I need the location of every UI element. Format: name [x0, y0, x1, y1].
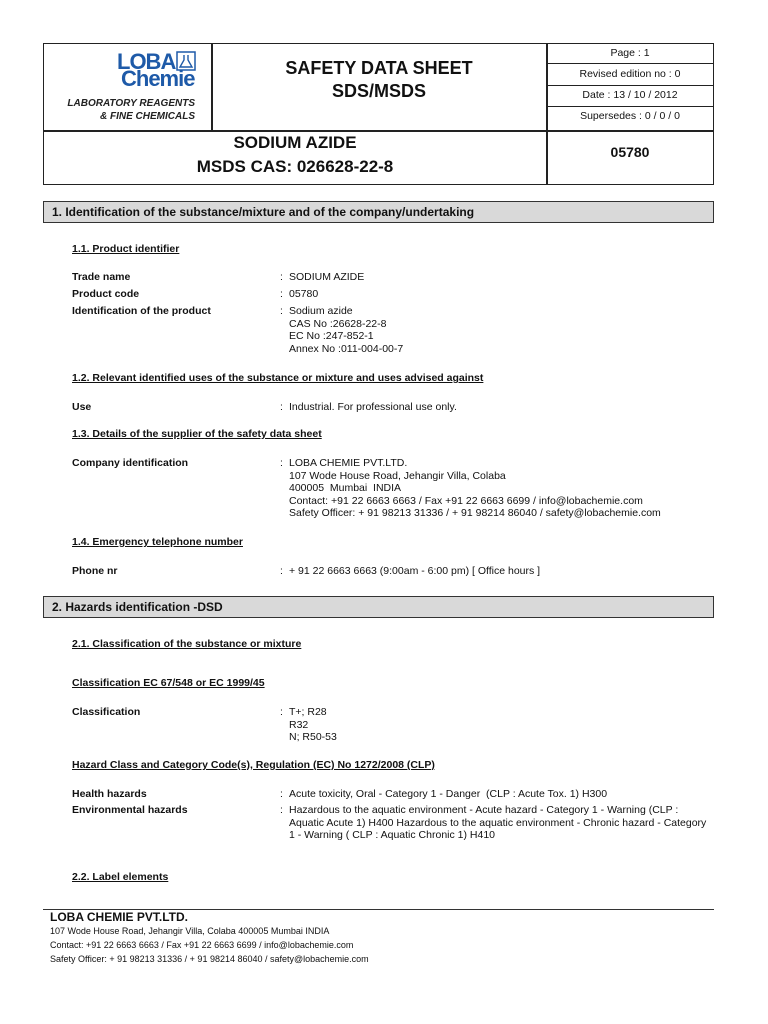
- footer-safety-officer: Safety Officer: + 91 98213 31336 / + 91 98214 86040 / safety@lobachemie.com: [50, 954, 369, 964]
- use-value: Industrial. For professional use only.: [289, 401, 457, 413]
- colon: :: [280, 288, 283, 300]
- product-name: SODIUM AZIDE: [233, 133, 357, 152]
- colon: :: [280, 401, 283, 413]
- product-code-box: 05780: [610, 144, 650, 160]
- revision-date: Date : 13 / 10 / 2012: [582, 89, 678, 101]
- footer-address: 107 Wode House Road, Jehangir Villa, Colaba 400005 Mumbai INDIA: [50, 926, 330, 936]
- environmental-hazards-label: Environmental hazards: [72, 804, 188, 816]
- logo-text-chemie: Chemie: [121, 66, 195, 91]
- classification-ec-heading: Classification EC 67/548 or EC 1999/45: [72, 677, 265, 689]
- use-label: Use: [72, 401, 92, 413]
- subsection-2-2: 2.2. Label elements: [72, 871, 169, 883]
- product-code-value: 05780: [289, 288, 319, 300]
- colon: :: [280, 457, 283, 469]
- subsection-1-3: 1.3. Details of the supplier of the safety data sheet: [72, 428, 322, 440]
- revised-edition: Revised edition no : 0: [579, 68, 681, 80]
- colon: :: [280, 271, 283, 283]
- identification-label: Identification of the product: [72, 305, 211, 317]
- header-divider: [546, 63, 714, 64]
- colon: :: [280, 706, 283, 718]
- company-label: Company identification: [72, 457, 189, 469]
- health-hazards-value: Acute toxicity, Oral - Category 1 - Danger (CLP : Acute Tox. 1) H300: [289, 788, 608, 800]
- page-number: Page : 1: [610, 47, 650, 59]
- colon: :: [280, 804, 283, 816]
- colon: :: [280, 305, 283, 317]
- phone-value: + 91 22 6663 6663 (9:00am - 6:00 pm) [ Office hours ]: [289, 565, 541, 577]
- subsection-1-2: 1.2. Relevant identified uses of the substance or mixture and uses advised against: [72, 372, 484, 384]
- section-2-header: 2. Hazards identification -DSD: [43, 596, 714, 618]
- header-divider: [546, 106, 714, 107]
- document-title: SAFETY DATA SHEET: [285, 58, 473, 78]
- section-1-header: 1. Identification of the substance/mixture and of the company/undertaking: [43, 201, 714, 223]
- classification-label: Classification: [72, 706, 141, 718]
- clp-heading: Hazard Class and Category Code(s), Regulation (EC) No 1272/2008 (CLP): [72, 759, 435, 771]
- classification-value: T+; R28 R32 N; R50-53: [289, 706, 337, 743]
- trade-name-value: SODIUM AZIDE: [289, 271, 365, 283]
- footer-contact: Contact: +91 22 6663 6663 / Fax +91 22 6663 6699 / info@lobachemie.com: [50, 940, 354, 950]
- health-hazards-label: Health hazards: [72, 788, 147, 800]
- identification-value: Sodium azide CAS No :26628-22-8 EC No :247-852-1 Annex No :011-004-00-7: [289, 305, 404, 355]
- header-divider: [546, 85, 714, 86]
- document-subtitle: SDS/MSDS: [331, 81, 427, 101]
- header-divider: [43, 130, 714, 132]
- subsection-1-4: 1.4. Emergency telephone number: [72, 536, 243, 548]
- trade-name-label: Trade name: [72, 271, 131, 283]
- subsection-1-1: 1.1. Product identifier: [72, 243, 180, 255]
- product-code-label: Product code: [72, 288, 140, 300]
- colon: :: [280, 565, 283, 577]
- subsection-2-1: 2.1. Classification of the substance or mixture: [72, 638, 302, 650]
- company-value: LOBA CHEMIE PVT.LTD. 107 Wode House Road, Jehangir Villa, Colaba 400005 Mumbai INDIA Contact: +91 22 6663 6663 / Fax +91 22 6663 6699 / info@lobachemie.com Safety Officer: + 91 98213 31336 / + 91 98214 86040 / safety@lobachemie.com: [289, 457, 661, 519]
- phone-label: Phone nr: [72, 565, 118, 577]
- colon: :: [280, 788, 283, 800]
- logo-text-loba: LOBA: [117, 49, 176, 74]
- footer-company: LOBA CHEMIE PVT.LTD.: [50, 910, 188, 924]
- msds-cas: MSDS CAS: 026628-22-8: [196, 157, 394, 176]
- environmental-hazards-value: Hazardous to the aquatic environment - Acute hazard - Category 1 - Warning (CLP : Aquatic Acute 1) H400 Hazardous to the aquatic environment - Chronic hazard - Category 1 - Warning ( CLP : Aquatic Chronic 1) H410: [289, 804, 707, 841]
- logo-tagline-1: LABORATORY REAGENTS: [67, 98, 195, 109]
- logo-tagline-2: & FINE CHEMICALS: [100, 111, 195, 122]
- supersedes: Supersedes : 0 / 0 / 0: [580, 110, 680, 122]
